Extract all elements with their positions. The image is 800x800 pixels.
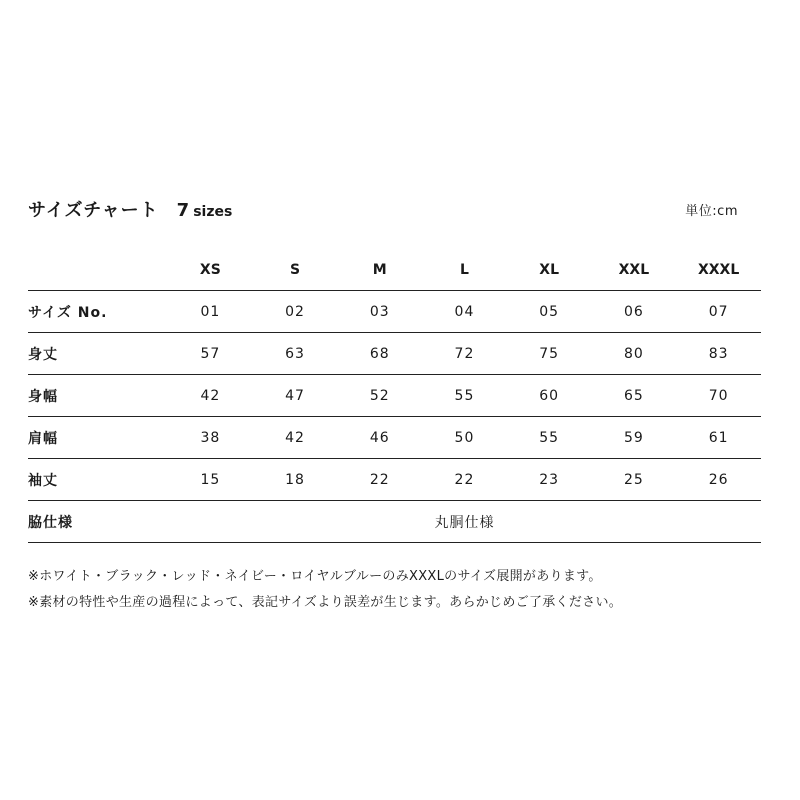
table-row-body-length xyxy=(28,333,761,375)
size-count xyxy=(177,200,233,221)
table-row-shoulder-width xyxy=(28,417,761,459)
table-cell: 52 xyxy=(337,375,422,417)
column-header-xxxl: XXXL xyxy=(676,249,761,291)
table-cell: 72 xyxy=(422,333,507,375)
table-cell: 03 xyxy=(337,291,422,333)
table-cell: 22 xyxy=(422,459,507,501)
table-cell: 61 xyxy=(676,417,761,459)
table-cell: 80 xyxy=(592,333,677,375)
table-cell: 57 xyxy=(168,333,253,375)
table-cell: 60 xyxy=(507,375,592,417)
row-label: 身幅 xyxy=(28,375,168,417)
table-row-body-width xyxy=(28,375,761,417)
table-cell: 25 xyxy=(592,459,677,501)
row-label: 肩幅 xyxy=(28,417,168,459)
note-color-availability: ※ホワイト・ブラック・レッド・ネイビー・ロイヤルブルーのみXXXLのサイズ展開があります。 xyxy=(28,569,602,584)
column-header-s: S xyxy=(253,249,338,291)
unit-label: 単位:cm xyxy=(685,204,738,219)
note-size-tolerance: ※素材の特性や生産の過程によって、表記サイズより誤差が生じます。あらかじめご了承ください。 xyxy=(28,595,623,610)
table-cell: 65 xyxy=(592,375,677,417)
table-cell: 18 xyxy=(253,459,338,501)
table-cell: 42 xyxy=(168,375,253,417)
header-row xyxy=(28,249,761,291)
column-header-xs: XS xyxy=(168,249,253,291)
column-header-xl: XL xyxy=(507,249,592,291)
notes xyxy=(28,564,768,616)
chart-header xyxy=(28,196,768,224)
table-row-size-number xyxy=(28,291,761,333)
column-header-m: M xyxy=(337,249,422,291)
table-cell: 75 xyxy=(507,333,592,375)
table-cell: 59 xyxy=(592,417,677,459)
table-cell: 26 xyxy=(676,459,761,501)
page-title xyxy=(28,196,232,222)
table-cell: 42 xyxy=(253,417,338,459)
table-cell: 38 xyxy=(168,417,253,459)
table-cell: 02 xyxy=(253,291,338,333)
table-cell: 23 xyxy=(507,459,592,501)
table-row-sleeve-length xyxy=(28,459,761,501)
table-cell: 06 xyxy=(592,291,677,333)
size-count-label: sizes xyxy=(193,204,233,220)
column-header-xxl: XXL xyxy=(592,249,677,291)
row-label: 身丈 xyxy=(28,333,168,375)
size-count-number: 7 xyxy=(176,200,190,221)
table-cell: 68 xyxy=(337,333,422,375)
header-blank-cell xyxy=(28,249,168,291)
table-cell: 04 xyxy=(422,291,507,333)
table-cell: 55 xyxy=(507,417,592,459)
table-cell: 50 xyxy=(422,417,507,459)
table-cell: 22 xyxy=(337,459,422,501)
row-label: 袖丈 xyxy=(28,459,168,501)
table-cell: 01 xyxy=(168,291,253,333)
table-cell: 55 xyxy=(422,375,507,417)
row-label: 脇仕様 xyxy=(28,501,168,543)
table-cell: 47 xyxy=(253,375,338,417)
table-cell: 15 xyxy=(168,459,253,501)
side-seam-value: 丸胴仕様 xyxy=(168,501,761,543)
size-table xyxy=(28,249,761,543)
table-cell: 46 xyxy=(337,417,422,459)
title-text: サイズチャート xyxy=(28,200,159,221)
table-row-side-seam xyxy=(28,501,761,543)
table-cell: 05 xyxy=(507,291,592,333)
table-cell: 83 xyxy=(676,333,761,375)
table-cell: 70 xyxy=(676,375,761,417)
row-label: サイズ No. xyxy=(28,291,168,333)
column-header-l: L xyxy=(422,249,507,291)
table-cell: 63 xyxy=(253,333,338,375)
table-cell: 07 xyxy=(676,291,761,333)
